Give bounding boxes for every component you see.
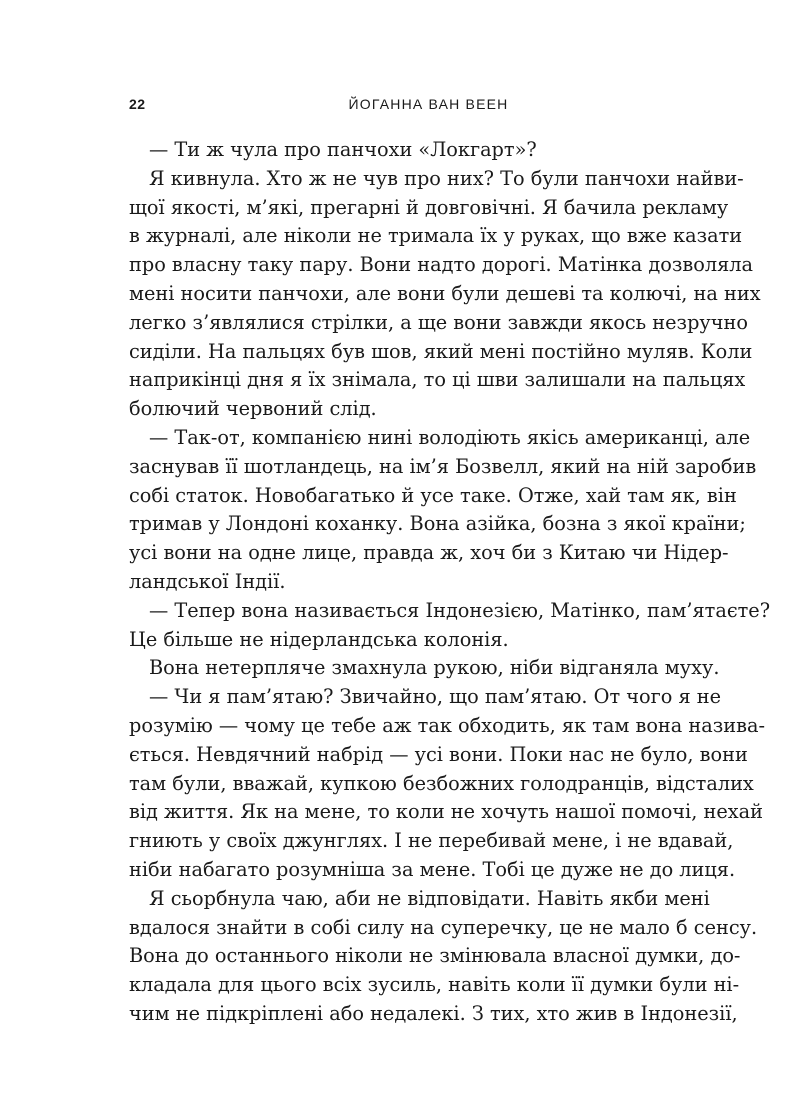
text-line: про власну таку пару. Вони надто дорогі. Матінка дозволяла: [129, 253, 754, 277]
text-line: Я сьорбнула чаю, аби не відповідати. Навіть якби мені: [149, 886, 710, 910]
text-line: від життя. Як на мене, то коли не хочуть нашої помочі, нехай: [129, 800, 763, 824]
text-line: Вона нетерпляче змахнула рукою, ніби відганяла муху.: [149, 656, 720, 680]
paragraph: [129, 683, 765, 885]
text-line: Вона до останнього ніколи не змінювала власної думки, до-: [129, 944, 741, 968]
paragraph: [129, 597, 771, 655]
body-text: [129, 136, 771, 1029]
paragraph: [129, 136, 708, 165]
text-line: ландської Індії.: [129, 569, 286, 593]
text-line: тримав у Лондоні коханку. Вона азійка, бозна з якої країни;: [129, 512, 746, 536]
page-number: 22: [129, 96, 146, 112]
text-line: чим не підкріплені або недалекі. З тих, хто жив в Індонезії,: [129, 1001, 738, 1025]
text-line: усі вони на одне лице, правда ж, хоч би з Китаю чи Нідер-: [129, 541, 729, 565]
text-line: — Так-от, компанією нині володіють якісь американці, але: [149, 425, 751, 449]
text-line: там були, вважай, купкою безбожних голодранців, відсталих: [129, 771, 754, 795]
text-line: болючий червоний слід.: [129, 397, 377, 421]
text-line: собі статок. Новобагатько й усе таке. Отже, хай там як, він: [129, 483, 737, 507]
text-line: мені носити панчохи, але вони були дешеві та колючі, на них: [129, 281, 761, 305]
text-line: розумію — чому це тебе аж так обходить, як там вона назива-: [129, 713, 765, 737]
text-line: наприкінці дня я їх знімала, то ці шви залишали на пальцях: [129, 368, 746, 392]
text-line: — Чи я пам’ятаю? Звичайно, що пам’ятаю. От чого я не: [149, 685, 722, 709]
page-header: [129, 96, 708, 116]
text-line: Я кивнула. Хто ж не чув про них? То були панчохи найви-: [149, 166, 744, 190]
text-line: заснував її шотландець, на ім’я Бозвелл, який на ній заробив: [129, 454, 757, 478]
text-line: щої якості, м’які, прегарні й довговічні. Я бачила рекламу: [129, 195, 729, 219]
text-line: Це більше не нідерландська колонія.: [129, 627, 509, 651]
text-line: ється. Невдячний набрід — усі вони. Поки нас не було, вони: [129, 742, 748, 766]
text-line: кладала для цього всіх зусиль, навіть коли її думки були ні-: [129, 973, 740, 997]
text-line: легко з’являлися стрілки, а ще вони завжди якось незручно: [129, 310, 748, 334]
paragraph: [129, 885, 758, 1029]
text-line: — Ти ж чула про панчохи «Локгарт»?: [149, 138, 537, 161]
text-line: ніби набагато розумніша за мене. Тобі це дуже не до лиця.: [129, 857, 736, 881]
text-line: — Тепер вона називається Індонезією, Матінко, пам’ятаєте?: [149, 598, 771, 622]
paragraph: [129, 654, 720, 683]
text-line: сиділи. На пальцях був шов, який мені постійно муляв. Коли: [129, 339, 753, 363]
text-line: гниють у своїх джунглях. І не перебивай мене, і не вдавай,: [129, 829, 734, 853]
paragraph: [129, 424, 757, 597]
paragraph: [129, 165, 761, 424]
text-line: в журналі, але ніколи не тримала їх у руках, що вже казати: [129, 224, 743, 248]
text-line: вдалося знайти в собі силу на суперечку, це не мало б сенсу.: [129, 915, 758, 939]
running-head: ЙОГАННА ВАН ВЕЕН: [348, 96, 509, 112]
